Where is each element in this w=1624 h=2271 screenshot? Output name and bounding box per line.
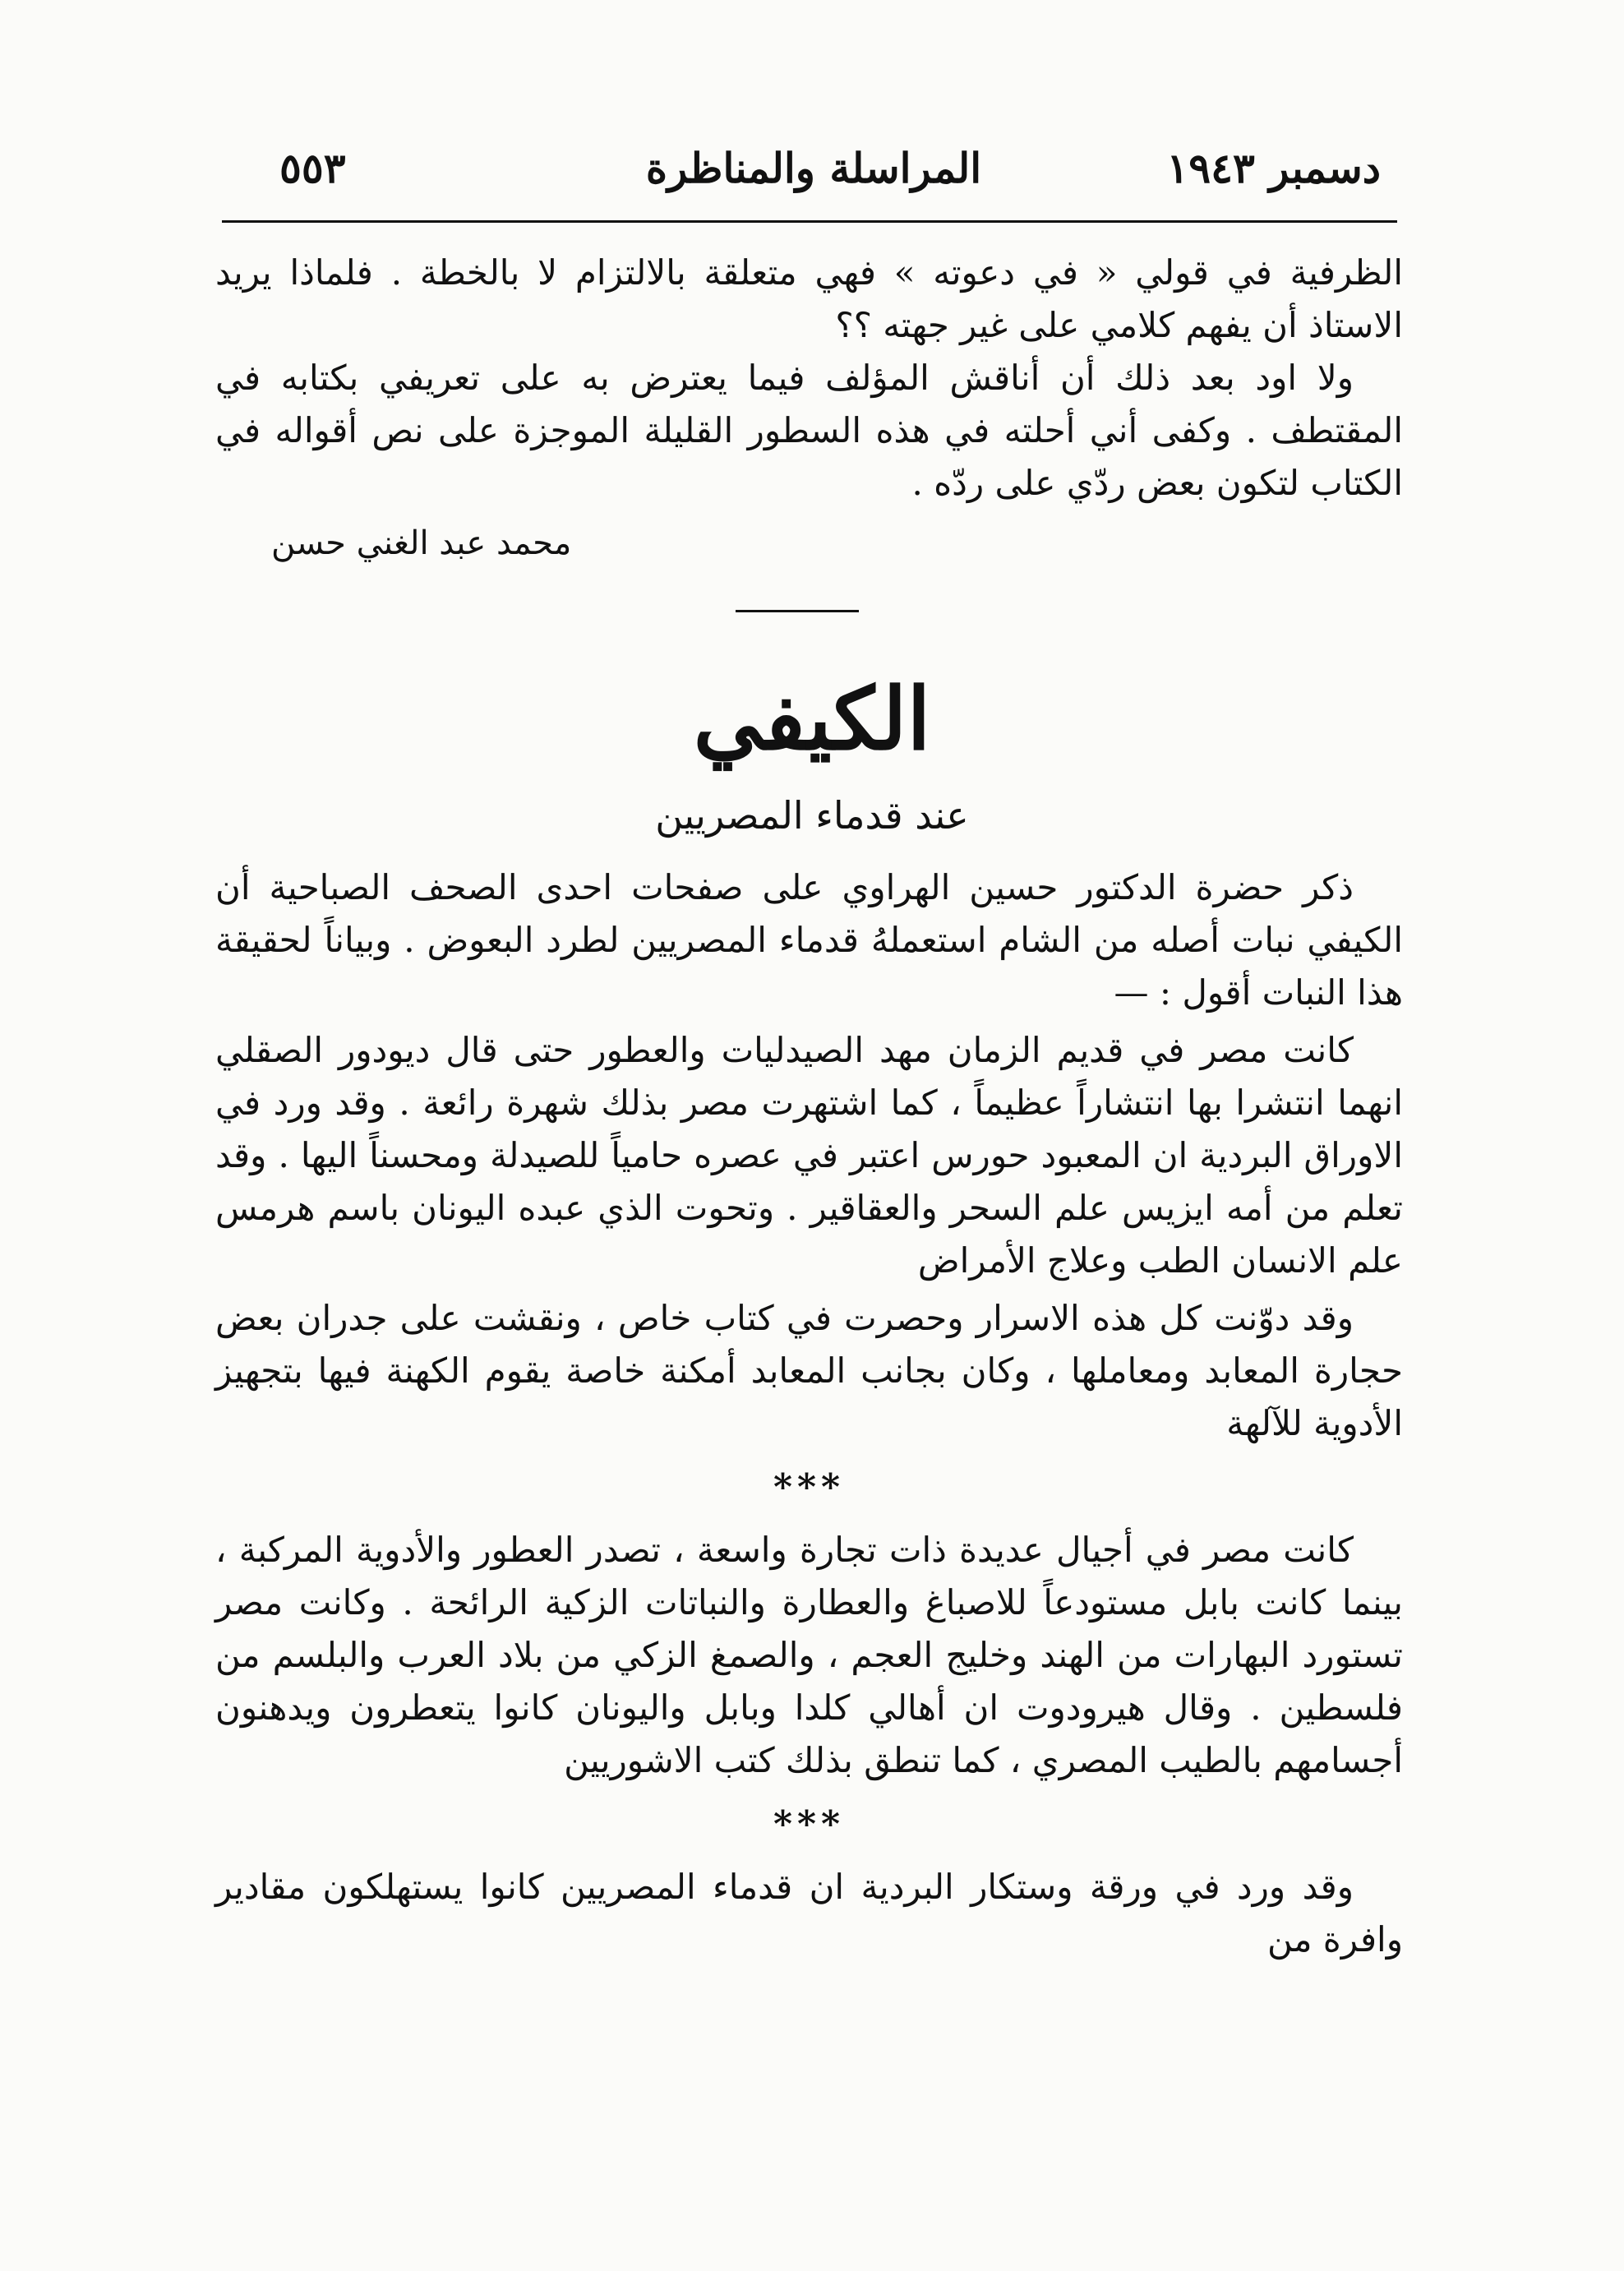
page-header	[247, 144, 1381, 201]
section-separator: ***	[773, 1803, 846, 1845]
header-section-title: المراسلة والمناظرة	[645, 144, 982, 192]
header-page-number: ٥٥٣	[279, 144, 346, 192]
article-paragraph: وقد دوّنت كل هذه الاسرار وحصرت في كتاب خاص ، ونقشت على جدران بعض حجارة المعابد ومعاملها ، وكان بجانب المعابد أمكنة خاصة يقوم الكهنة فيها بتجهيز الأدوية للآلهة	[215, 1298, 1403, 1443]
article-title: الكيفي	[693, 668, 931, 769]
article-subtitle: عند قدماء المصريين	[655, 793, 969, 838]
previous-article-paragraph: ولا اود بعد ذلك أن أناقش المؤلف فيما يعترض به على تعريفي بكتابه في المقتطف . وكفى أني أحلته في هذه السطور القليلة الموجزة على نص أقواله في الكتاب لتكون بعض ردّي على ردّه .	[215, 358, 1403, 503]
article-body	[215, 861, 1403, 1971]
article-paragraph: ذكر حضرة الدكتور حسين الهراوي على صفحات احدى الصحف الصباحية أن الكيفي نبات أصله من الشام استعملهُ قدماء المصريين لطرد البعوض . وبياناً لحقيقة هذا النبات أقول : —	[215, 867, 1403, 1013]
article-divider	[736, 610, 859, 612]
article-paragraph: كانت مصر في أجيال عديدة ذات تجارة واسعة ، تصدر العطور والأدوية المركبة ، بينما كانت بابل مستودعاً للاصباغ والعطارة والنباتات الزكية الرائحة . وكانت مصر تستورد البهارات من الهند وخليج العجم ، والصمغ الزكي من بلاد العرب والبلسم من فلسطين . وقال هيرودوت ان أهالي كلدا وبابل واليونان كانوا يتعطرون ويدهنون أجسامهم بالطيب المصري ، كما تنطق بذلك كتب الاشوريين	[215, 1530, 1403, 1780]
article-paragraph: كانت مصر في قديم الزمان مهد الصيدليات والعطور حتى قال ديودور الصقلي انهما انتشرا بها انتشاراً عظيماً ، كما اشتهرت مصر بذلك شهرة رائعة . وقد ورد في الاوراق البردية ان المعبود حورس اعتبر في عصره حامياً للصيدلة ومحسناً اليها . وقد تعلم من أمه ايزيس علم السحر والعقاقير . وتحوت الذي عبده اليونان باسم هرمس علم الانسان الطب وعلاج الأمراض	[215, 1030, 1403, 1281]
previous-article-ending	[215, 247, 1403, 510]
author-signature: محمد عبد الغني حسن	[271, 524, 572, 562]
previous-article-paragraph: الظرفية في قولي « في دعوته » فهي متعلقة بالالتزام لا بالخطة . فلماذا يريد الاستاذ أن يفهم كلامي على غير جهته ؟؟	[215, 252, 1403, 345]
article-paragraph: وقد ورد في ورقة وستكار البردية ان قدماء المصريين كانوا يستهلكون مقادير وافرة من	[215, 1867, 1403, 1959]
section-separator: ***	[773, 1466, 846, 1508]
header-date: دسمبر ١٩٤٣	[1166, 144, 1381, 192]
header-rule	[222, 220, 1397, 223]
